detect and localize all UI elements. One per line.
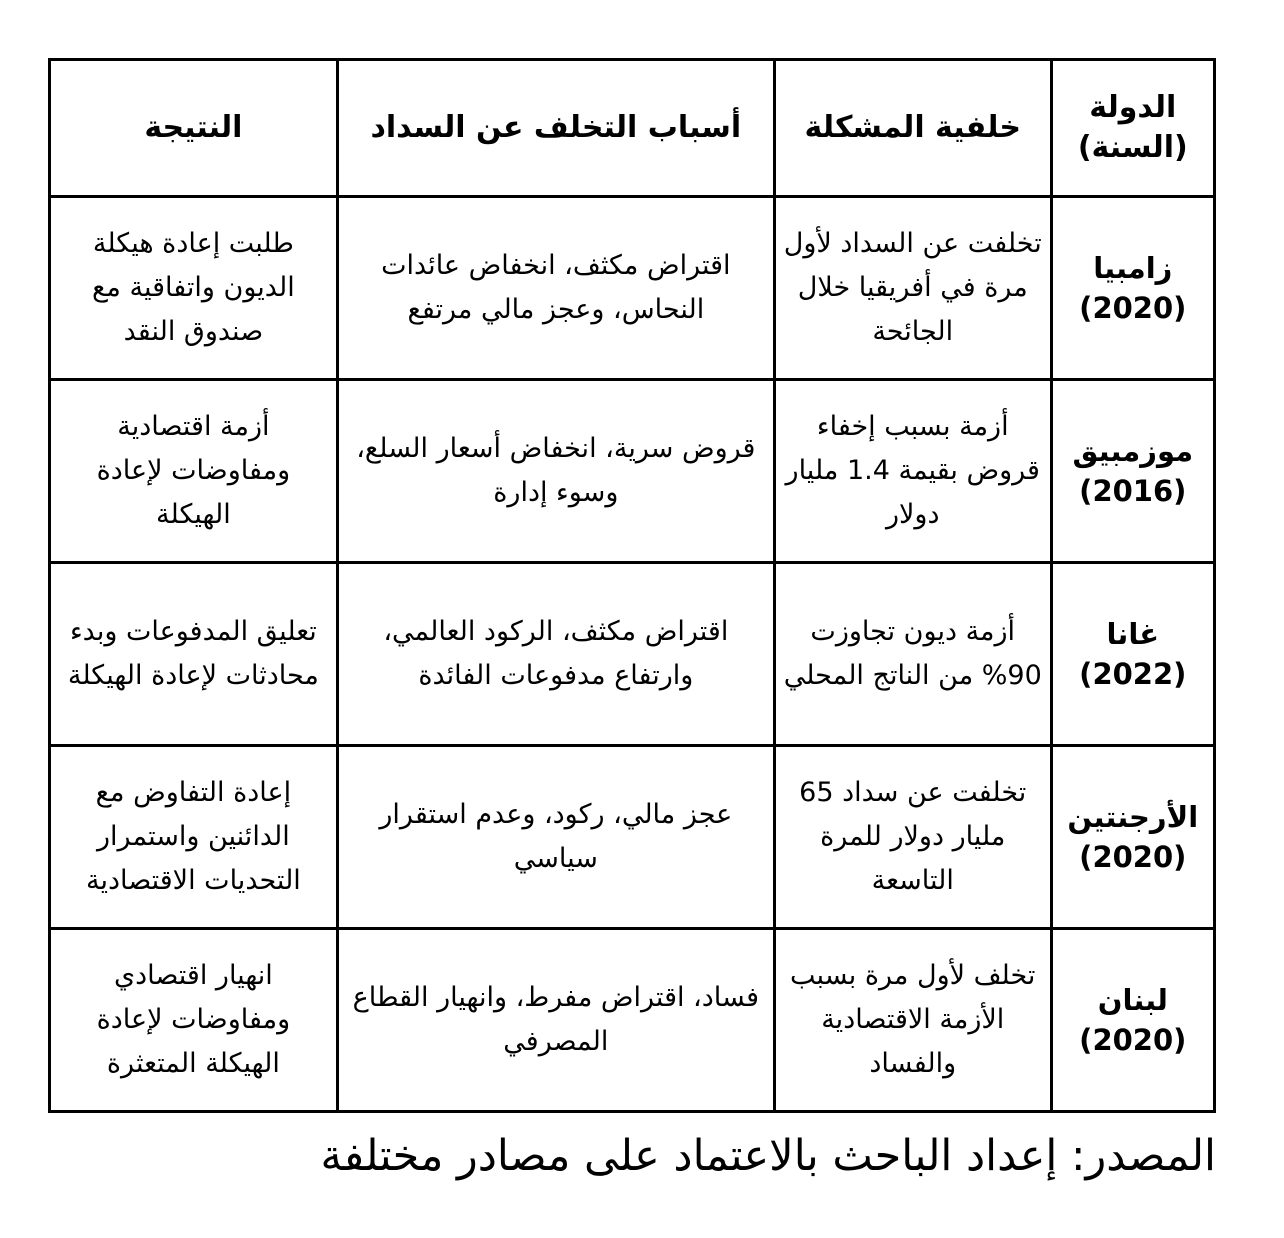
background-cell: أزمة ديون تجاوزت 90% من الناتج المحلي <box>774 563 1051 746</box>
causes-cell: اقتراض مكثف، انخفاض عائدات النحاس، وعجز مالي مرتفع <box>337 197 774 380</box>
table-header-row <box>50 60 1215 197</box>
header-result: النتيجة <box>50 60 338 197</box>
result-cell: انهيار اقتصادي ومفاوضات لإعادة الهيكلة المتعثرة <box>50 929 338 1112</box>
result-cell: طلبت إعادة هيكلة الديون واتفاقية مع صندوق النقد <box>50 197 338 380</box>
result-cell: تعليق المدفوعات وبدء محادثات لإعادة الهيكلة <box>50 563 338 746</box>
causes-cell: قروض سرية، انخفاض أسعار السلع، وسوء إدارة <box>337 380 774 563</box>
country-name: الأرجنتين <box>1067 800 1199 834</box>
country-year: (2020) <box>1079 840 1187 874</box>
country-cell <box>1051 563 1214 746</box>
background-cell: تخلف لأول مرة بسبب الأزمة الاقتصادية والفساد <box>774 929 1051 1112</box>
country-year: (2022) <box>1079 657 1187 691</box>
causes-cell: فساد، اقتراض مفرط، وانهيار القطاع المصرفي <box>337 929 774 1112</box>
country-name: موزمبيق <box>1072 434 1194 468</box>
causes-cell: اقتراض مكثف، الركود العالمي، وارتفاع مدفوعات الفائدة <box>337 563 774 746</box>
country-year: (2020) <box>1079 291 1187 325</box>
source-note: المصدر: إعداد الباحث بالاعتماد على مصادر مختلفة <box>320 1131 1216 1181</box>
background-cell: تخلفت عن سداد 65 مليار دولار للمرة التاسعة <box>774 746 1051 929</box>
default-cases-table <box>48 58 1216 1113</box>
table-row <box>50 563 1215 746</box>
country-cell <box>1051 929 1214 1112</box>
header-background: خلفية المشكلة <box>774 60 1051 197</box>
country-cell <box>1051 197 1214 380</box>
background-cell: أزمة بسبب إخفاء قروض بقيمة 1.4 مليار دولار <box>774 380 1051 563</box>
result-cell: إعادة التفاوض مع الدائنين واستمرار التحديات الاقتصادية <box>50 746 338 929</box>
table-row <box>50 380 1215 563</box>
header-causes: أسباب التخلف عن السداد <box>337 60 774 197</box>
result-cell: أزمة اقتصادية ومفاوضات لإعادة الهيكلة <box>50 380 338 563</box>
country-name: زامبيا <box>1093 251 1173 285</box>
country-year: (2020) <box>1079 1023 1187 1057</box>
country-name: لبنان <box>1097 983 1168 1017</box>
header-country: الدولة (السنة) <box>1051 60 1214 197</box>
table-row <box>50 746 1215 929</box>
country-name: غانا <box>1106 617 1160 651</box>
background-cell: تخلفت عن السداد لأول مرة في أفريقيا خلال الجائحة <box>774 197 1051 380</box>
causes-cell: عجز مالي، ركود، وعدم استقرار سياسي <box>337 746 774 929</box>
country-cell <box>1051 380 1214 563</box>
country-year: (2016) <box>1079 474 1187 508</box>
country-cell <box>1051 746 1214 929</box>
table-row <box>50 929 1215 1112</box>
table-row <box>50 197 1215 380</box>
